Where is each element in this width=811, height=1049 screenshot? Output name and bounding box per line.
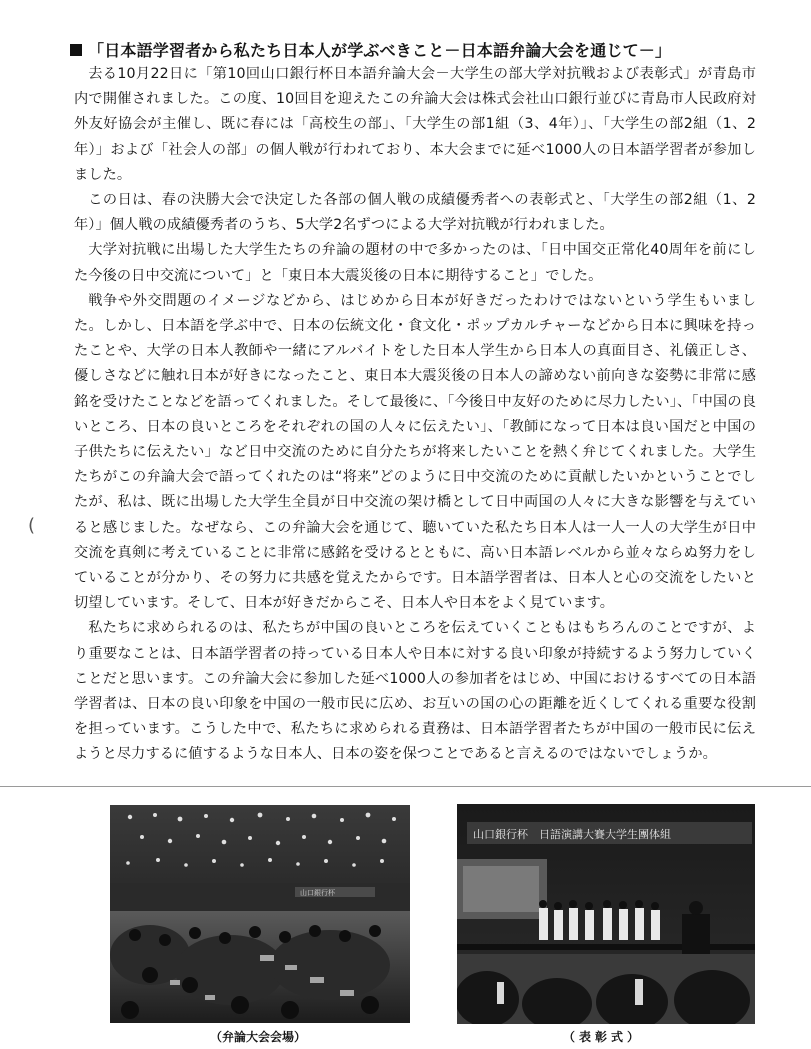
paragraph-2: この日は、春の決勝大会で決定した各部の個人戦の成績優秀者への表彰式と、「大学生の部2組（1、2年）」個人戦の成績優秀者のうち、5大学2名ずつによる大学対抗戦が行われました。 [74, 192, 756, 234]
paragraph-3: 大学対抗戦に出場した大学生たちの弁論の題材の中で多かったのは、「日中国交正常化40周年を前にした今後の日中交流について」と「東日本大震災後の日本に期待すること」でした。 [74, 242, 756, 284]
venue-photo-caption: （弁論大会会場） [210, 1030, 307, 1044]
article-body [74, 62, 756, 768]
venue-photo-image [110, 805, 410, 1023]
ceremony-photo [457, 804, 755, 1024]
margin-mark: ( [28, 515, 36, 536]
paragraph-1: 去る10月22日に「第10回山口銀行杯日本語弁論大会－大学生の部大学対抗戦および表彰式」が青島市内で開催されました。この度、10回目を迎えたこの弁論大会は株式会社山口銀行並びに青島市人民政府対外友好協会が主催し、既に春には「高校生の部」、「大学生の部1組（3、4年）」、「大学生の部2組（1、2年）」および「社会人の部」の個人戦が行われており、本大会までに延べ1000人の日本語学習者が参加しました。 [74, 66, 756, 183]
paragraph-5: 私たちに求められるのは、私たちが中国の良いところを伝えていくこともはもちろんのことですが、より重要なことは、日本語学習者の持っている日本人や日本に対する良い印象が持続するよう努力していくことだと思います。この弁論大会に参加した延べ1000人の参加者をはじめ、中国におけるすべての日本語学習者は、日本の良い印象を中国の一般市民に広め、お互いの国の心の距離を近くしてくれる重要な役割を担っています。こうした中で、私たちに求められる責務は、日本語学習者たちが中国の一般市民に伝えようと尽力するに値するような日本人、日本の姿を保つことであると言えるのではないでしょうか。 [74, 620, 756, 763]
venue-photo [110, 805, 410, 1023]
article-title [70, 38, 790, 61]
section-divider [0, 786, 811, 787]
venue-banner-text: 山口銀行杯 [300, 889, 335, 897]
article-title-text: 「日本語学習者から私たち日本人が学ぶべきこと－日本語弁論大会を通じて－」 [88, 41, 672, 60]
ceremony-photo-image [457, 804, 755, 1024]
title-bullet-icon [70, 44, 82, 56]
ceremony-photo-caption: （表彰式） [563, 1030, 644, 1044]
ceremony-banner-text: 山口銀行杯 日語演講大賽大学生團体組 [473, 828, 671, 841]
paragraph-4: 戦争や外交問題のイメージなどから、はじめから日本が好きだったわけではないという学生もいました。しかし、日本語を学ぶ中で、日本の伝統文化・食文化・ポップカルチャーなどから日本に興味を持ったことや、大学の日本人教師や一緒にアルバイトをした日本人学生から日本人の真面目さ、礼儀正しさ、優しさなどに触れ日本が好きになったこと、東日本大震災後の日本人の諦めない前向きな姿勢に非常に感銘を受けたことなどを語ってくれました。そして最後に、「今後日中友好のために尽力したい」、「中国の良いところ、日本の良いところをそれぞれの国の人々に伝えたい」、「教師になって日本は良い国だと中国の子供たちに伝えたい」など日中交流のために自分たちが将来したいことを熱く弁じてくれました。大学生たちがこの弁論大会で語ってくれたのは“将来”どのように日中交流のために貢献したいかということでしたが、私は、既に出場した大学生全員が日中交流の架け橋として日中両国の人々に大きな影響を与えていると感じました。なぜなら、この弁論大会を通じて、聴いていた私たち日本人は一人一人の大学生が日中交流を真剣に考えていることに非常に感銘を受けるとともに、高い日本語レベルから並々ならぬ努力をしていることが分かり、その努力に共感を覚えたからです。日本語学習者は、日本人と心の交流をしたいと切望しています。そして、日本が好きだからこそ、日本人や日本をよく見ています。 [74, 292, 757, 612]
